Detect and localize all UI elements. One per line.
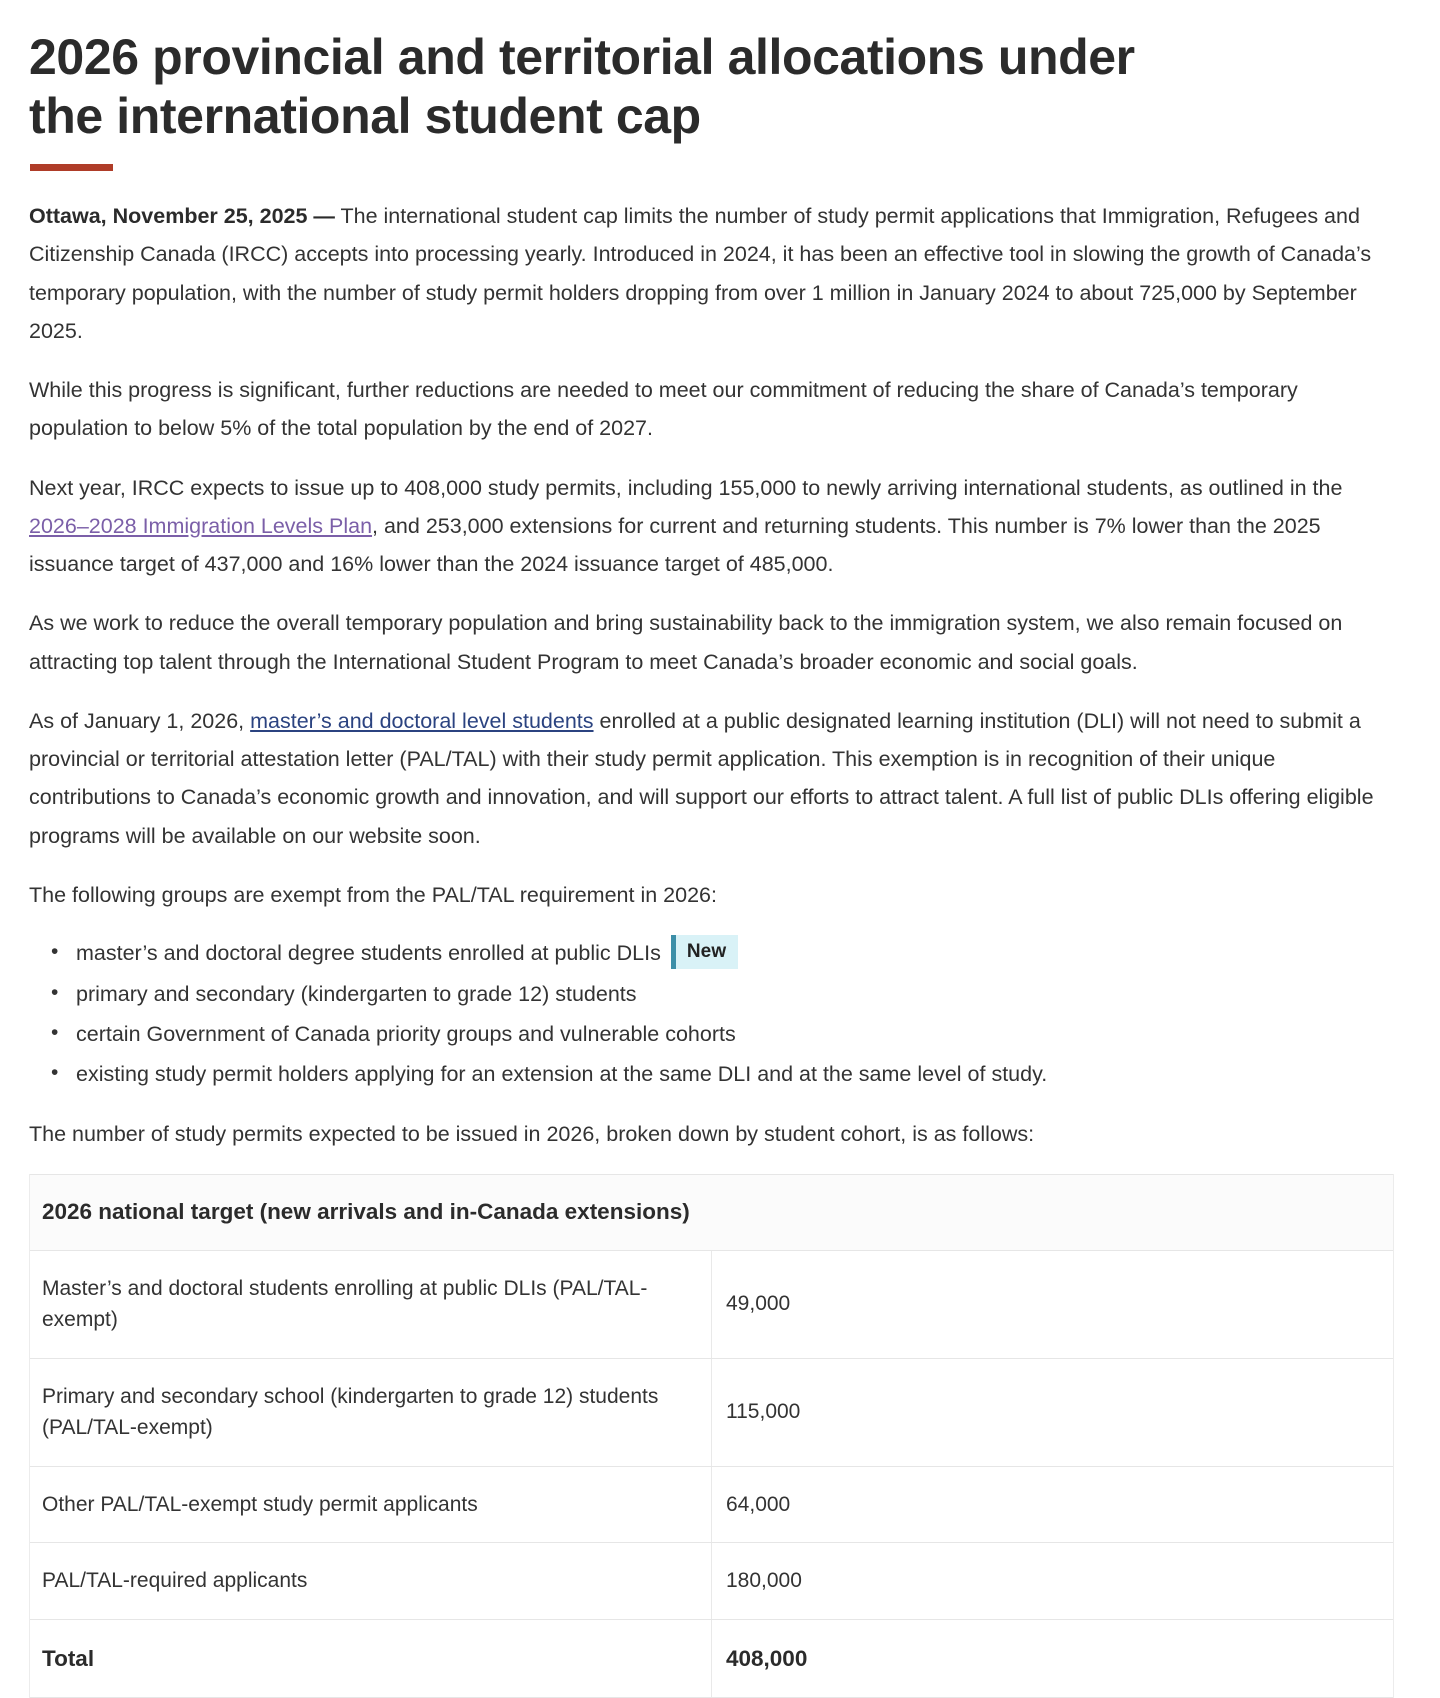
new-badge: New [671,935,738,969]
table-header-cell: 2026 national target (new arrivals and in-Canada extensions) [30,1174,1393,1250]
list-item [76,975,1392,1013]
list-item [76,1055,1392,1093]
table-row [30,1250,1393,1358]
table-cell-label: Primary and secondary school (kindergarten to grade 12) students (PAL/TAL-exempt) [30,1358,712,1466]
paragraph-exempt-groups-intro: The following groups are exempt from the PAL/TAL requirement in 2026: [29,882,717,907]
table-row [30,1358,1393,1466]
paragraph-table-intro: The number of study permits expected to be issued in 2026, broken down by student cohort, is as follows: [29,1122,1035,1147]
paragraph-intro-text: The international student cap limits the number of study permit applications that Immigration, Refugees and Citizenship Canada (IRCC) accepts into processing yearly. Introduced in 2024, it has been an effective tool in slowing the growth of Canada’s temporary population, with the number of study permit holders dropping from over 1 million in January 2024 to about 725,000 by September 2025. [29,204,1372,343]
national-target-table [30,1174,1393,1698]
list-item-label: primary and secondary (kindergarten to grade 12) students [76,981,637,1006]
list-item [76,934,1392,972]
list-item [76,1015,1392,1053]
table-row [30,1543,1393,1620]
link-masters-doctoral-students[interactable]: master’s and doctoral level students [250,708,594,733]
paragraph-top-talent: As we work to reduce the overall temporary population and bring sustainability back to the immigration system, we also remain focused on attracting top talent through the International Student Program to meet Canada’s broader economic and social goals. [29,611,1343,674]
title-accent-rule [30,164,113,171]
table-head [30,1174,1393,1250]
paragraph-pal-tal-before-link: As of January 1, 2026, [29,708,251,733]
table-cell-value: 180,000 [712,1543,1394,1620]
exempt-groups-list [29,934,1392,1093]
table-cell-label: Other PAL/TAL-exempt study permit applicants [30,1466,712,1543]
page-title: 2026 provincial and territorial allocations under the international student cap [29,29,1135,144]
paragraph-progress: While this progress is significant, further reductions are needed to meet our commitment of reducing the share of Canada’s temporary population to below 5% of the total population by the end of 2027. [29,378,1298,441]
table-cell-total-label: Total [30,1619,712,1698]
table-body [30,1250,1393,1698]
table-cell-label: Master’s and doctoral students enrolling at public DLIs (PAL/TAL-exempt) [30,1250,712,1358]
link-immigration-levels-plan[interactable]: 2026–2028 Immigration Levels Plan [29,513,373,538]
list-item-label: master’s and doctoral degree students enrolled at public DLIs [76,941,661,966]
table-row [30,1466,1393,1543]
table-cell-total-value: 408,000 [712,1619,1394,1698]
table-cell-label: PAL/TAL-required applicants [30,1543,712,1620]
dateline: Ottawa, November 25, 2025 — [29,204,335,228]
table-total-row [30,1619,1393,1698]
target-table-container [29,1174,1394,1698]
paragraph-pal-tal-exemption [29,702,1391,855]
paragraph-next-year [29,469,1391,584]
table-header-row [30,1174,1393,1250]
list-item-label: certain Government of Canada priority groups and vulnerable cohorts [76,1021,736,1046]
table-cell-value: 64,000 [712,1466,1394,1543]
paragraph-pal-tal-after-link: enrolled at a public designated learning institution (DLI) will not need to submit a provincial or territorial attestation letter (PAL/TAL) with their study permit application. This exemption is in recognition of their unique contributions to Canada’s economic growth and innovation, and will support our efforts to attract talent. A full list of public DLIs offering eligible programs will be available on our website soon. [29,708,1374,848]
list-item-label: existing study permit holders applying for an extension at the same DLI and at the same level of study. [76,1062,1048,1087]
table-cell-value: 115,000 [712,1358,1394,1466]
paragraph-next-year-before-link: Next year, IRCC expects to issue up to 408,000 study permits, including 155,000 to newly arriving international students, as outlined in the [29,475,1343,500]
paragraph-intro [29,197,1391,350]
paragraph-next-year-after-link: , and 253,000 extensions for current and returning students. This number is 7% lower than the 2025 issuance target of 437,000 and 16% lower than the 2024 issuance target of 485,000. [29,513,1321,577]
table-cell-value: 49,000 [712,1250,1394,1358]
